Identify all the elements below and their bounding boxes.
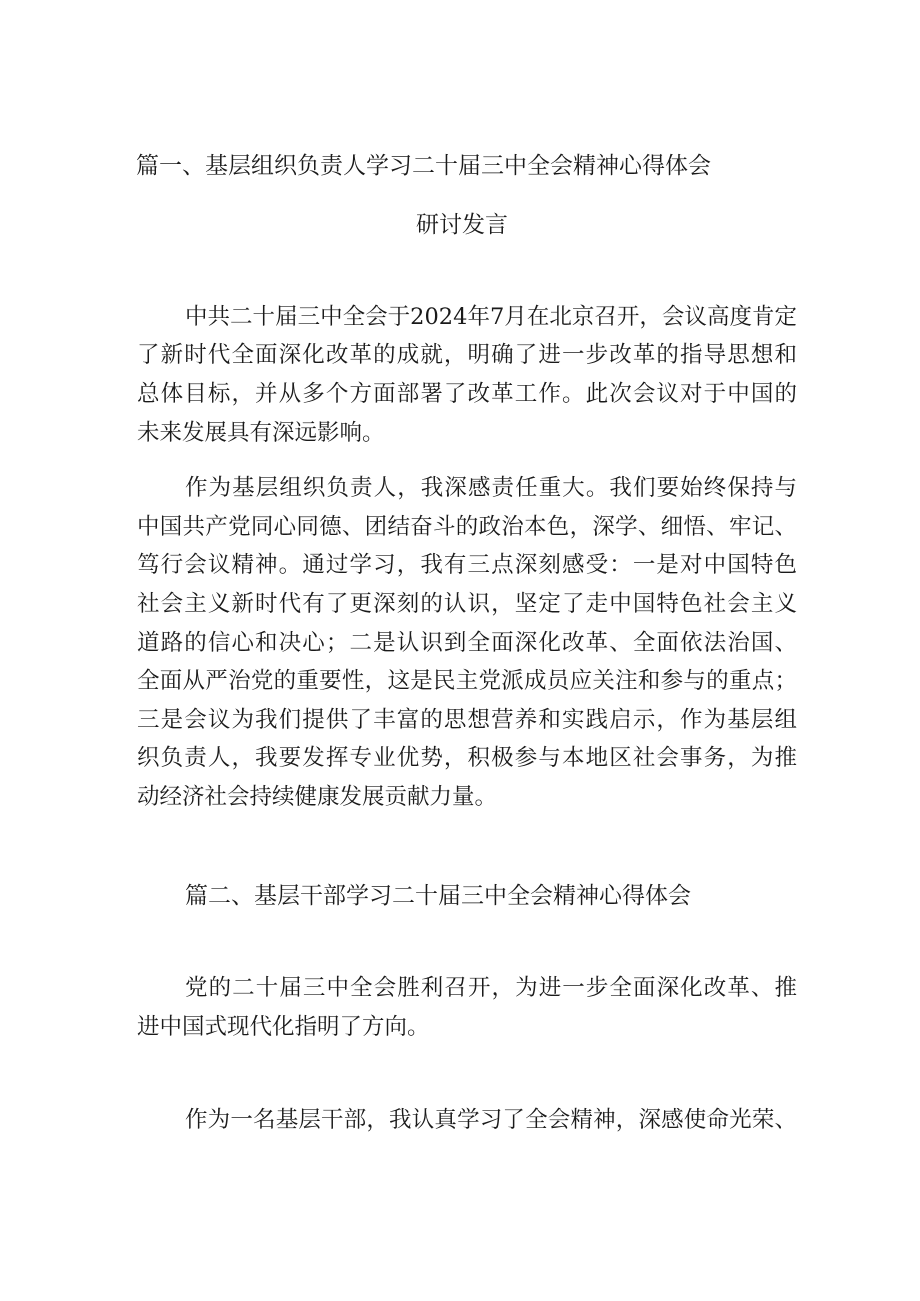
para-1-line-3: 总体目标，并从多个方面部署了改革工作。此次会议对于中国的 — [137, 381, 797, 407]
heading-1-line-1: 篇一、基层组织负责人学习二十届三中全会精神心得体会 — [136, 153, 711, 179]
para-2-line-2: 中国共产党同心同德、团结奋斗的政治本色，深学、细悟、牢记、 — [137, 514, 797, 540]
para-2-line-6: 全面从严治党的重要性，这是民主党派成员应关注和参与的重点； — [137, 668, 797, 694]
para-4-line-1: 作为一名基层干部，我认真学习了全会精神，深感使命光荣、 — [185, 1107, 797, 1133]
para-3-line-1: 党的二十届三中全会胜利召开，为进一步全面深化改革、推 — [185, 975, 797, 1001]
para-3-line-2: 进中国式现代化指明了方向。 — [137, 1014, 430, 1040]
para-2-line-9: 动经济社会持续健康发展贡献力量。 — [137, 784, 498, 810]
heading-1-line-2: 研讨发言 — [416, 212, 508, 238]
heading-2: 篇二、基层干部学习二十届三中全会精神心得体会 — [185, 883, 691, 909]
para-2-line-7: 三是会议为我们提供了丰富的思想营养和实践启示，作为基层组 — [137, 707, 797, 733]
para-2-line-4: 社会主义新时代有了更深刻的认识，坚定了走中国特色社会主义 — [137, 591, 797, 617]
para-2-line-5: 道路的信心和决心；二是认识到全面深化改革、全面依法治国、 — [137, 630, 797, 656]
para-2-line-3: 笃行会议精神。通过学习，我有三点深刻感受：一是对中国特色 — [137, 552, 797, 578]
para-1-line-1: 中共二十届三中全会于2024年7月在北京召开，会议高度肯定 — [185, 304, 797, 330]
para-2-line-8: 织负责人，我要发挥专业优势，积极参与本地区社会事务，为推 — [137, 745, 797, 771]
para-1-line-2: 了新时代全面深化改革的成就，明确了进一步改革的指导思想和 — [137, 342, 797, 368]
para-1-line-4: 未来发展具有深远影响。 — [137, 420, 385, 446]
para-2-line-1: 作为基层组织负责人，我深感责任重大。我们要始终保持与 — [185, 475, 797, 501]
